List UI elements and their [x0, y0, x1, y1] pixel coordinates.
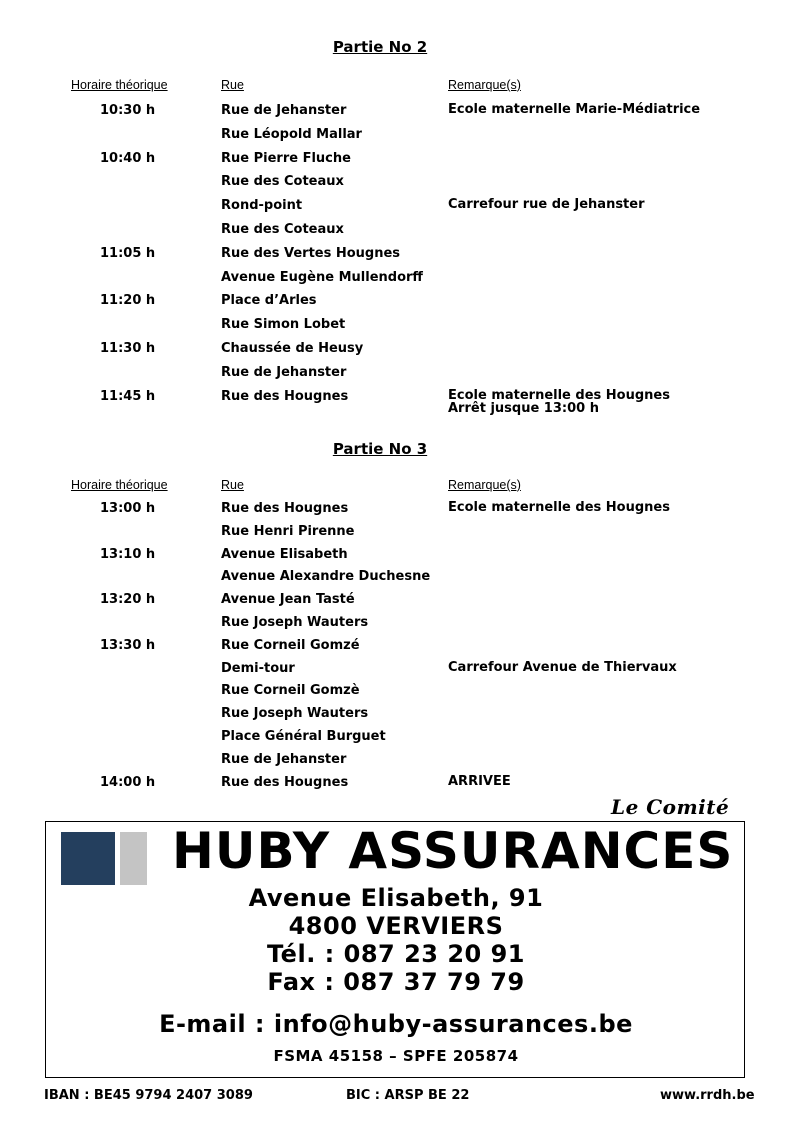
row-time: 11:05 h	[100, 245, 156, 261]
partie2-title: Partie No 2	[332, 38, 428, 56]
row-street: Rue des Hougnes	[221, 501, 349, 516]
schedule-row	[0, 547, 794, 570]
signature: Le Comité	[611, 795, 730, 819]
schedule-row	[0, 501, 794, 524]
row-remark-line: Ecole maternelle des Hougnes	[448, 500, 670, 515]
schedule-row	[0, 222, 794, 245]
schedule-row	[0, 198, 794, 221]
schedule-row	[0, 127, 794, 150]
schedule-row	[0, 174, 794, 197]
schedule-row	[0, 706, 794, 729]
row-street: Place Général Burguet	[221, 729, 386, 744]
row-street: Rue de Jehanster	[221, 364, 347, 380]
row-remark-line: Carrefour rue de Jehanster	[448, 197, 645, 213]
row-remark-line: Ecole maternelle des Hougnes	[448, 387, 670, 403]
row-remark	[448, 661, 677, 674]
row-street: Rue Henri Pirenne	[221, 523, 355, 539]
row-time: 14:00 h	[100, 774, 156, 790]
row-street: Rue Corneil Gomzè	[221, 683, 360, 699]
row-remark-line: ARRIVEE	[448, 773, 511, 789]
row-time: 10:30 h	[100, 103, 156, 118]
row-street: Rue Simon Lobet	[221, 317, 346, 333]
partie2-header-rue: Rue	[221, 78, 244, 92]
schedule-row	[0, 569, 794, 592]
footer-bic: BIC : ARSP BE 22	[346, 1088, 470, 1103]
row-time: 11:20 h	[100, 293, 156, 309]
schedule-row	[0, 270, 794, 293]
row-time: 13:00 h	[100, 501, 156, 516]
row-street: Demi-tour	[221, 660, 295, 676]
schedule-row	[0, 365, 794, 388]
sponsor-address-street: Avenue Elisabeth, 91	[248, 884, 544, 912]
row-street: Chaussée de Heusy	[221, 341, 364, 356]
partie3-title: Partie No 3	[332, 440, 428, 458]
row-street: Rue Pierre Fluche	[221, 150, 351, 166]
partie3-header-time: Horaire théorique	[71, 478, 168, 492]
sponsor-fsma: FSMA 45158 – SPFE 205874	[273, 1047, 519, 1065]
schedule-row	[0, 387, 794, 416]
schedule-row	[0, 524, 794, 547]
row-remark-line: Carrefour Avenue de Thiervaux	[448, 659, 677, 675]
partie2-header-time: Horaire théorique	[71, 78, 168, 92]
row-street: Rue de Jehanster	[221, 103, 347, 118]
footer-iban: IBAN : BE45 9794 2407 3089	[44, 1088, 253, 1103]
row-street: Rue des Coteaux	[221, 174, 344, 190]
row-time: 11:45 h	[100, 388, 156, 404]
row-street: Rue des Hougnes	[221, 774, 349, 790]
row-street: Place d’Arles	[221, 293, 317, 309]
row-remark	[448, 389, 670, 415]
row-time: 10:40 h	[100, 150, 156, 166]
schedule-row	[0, 683, 794, 706]
partie3-header-rue: Rue	[221, 478, 244, 492]
schedule-row	[0, 752, 794, 775]
row-street: Rue des Hougnes	[221, 388, 349, 404]
row-time: 13:10 h	[100, 546, 156, 562]
row-remark	[448, 103, 700, 116]
row-street: Rue Léopold Mallar	[221, 126, 362, 142]
logo-gray-square	[120, 832, 147, 885]
row-remark-line: Ecole maternelle Marie-Médiatrice	[448, 102, 701, 117]
sponsor-brand: HUBY ASSURANCES	[172, 822, 734, 880]
row-street: Avenue Jean Tasté	[221, 592, 355, 608]
footer-website[interactable]: www.rrdh.be	[660, 1088, 755, 1103]
row-street: Rue de Jehanster	[221, 751, 347, 767]
schedule-row	[0, 729, 794, 752]
schedule-row	[0, 661, 794, 684]
row-street: Rue des Vertes Hougnes	[221, 245, 401, 261]
row-remark	[448, 198, 645, 211]
row-street: Rue des Coteaux	[221, 222, 344, 237]
schedule-row	[0, 103, 794, 126]
row-remark	[448, 775, 511, 788]
row-time: 13:30 h	[100, 637, 156, 653]
partie2-header-remark: Remarque(s)	[448, 78, 521, 92]
sponsor-ad	[45, 821, 745, 1078]
row-time: 13:20 h	[100, 592, 156, 608]
row-street: Avenue Eugène Mullendorff	[221, 269, 423, 285]
schedule-row	[0, 246, 794, 269]
row-street: Avenue Alexandre Duchesne	[221, 569, 431, 585]
sponsor-email: E-mail : info@huby-assurances.be	[159, 1010, 633, 1038]
partie3-header-remark: Remarque(s)	[448, 478, 521, 492]
row-time: 11:30 h	[100, 341, 156, 356]
schedule-row	[0, 638, 794, 661]
schedule-row	[0, 341, 794, 364]
row-street: Rue Joseph Wauters	[221, 706, 369, 722]
sponsor-phone: Tél. : 087 23 20 91	[267, 940, 525, 968]
schedule-row	[0, 293, 794, 316]
schedule-row	[0, 151, 794, 174]
row-street: Avenue Elisabeth	[221, 546, 348, 562]
schedule-row	[0, 592, 794, 615]
row-remark	[448, 501, 670, 514]
row-street: Rond-point	[221, 198, 303, 214]
sponsor-address-city: 4800 VERVIERS	[288, 912, 504, 940]
sponsor-fax: Fax : 087 37 79 79	[267, 968, 525, 996]
row-street: Rue Corneil Gomzé	[221, 637, 360, 653]
schedule-row	[0, 317, 794, 340]
schedule-row	[0, 615, 794, 638]
logo-blue-square	[61, 832, 115, 885]
row-street: Rue Joseph Wauters	[221, 615, 369, 630]
row-remark-line: Arrêt jusque 13:00 h	[448, 400, 599, 416]
